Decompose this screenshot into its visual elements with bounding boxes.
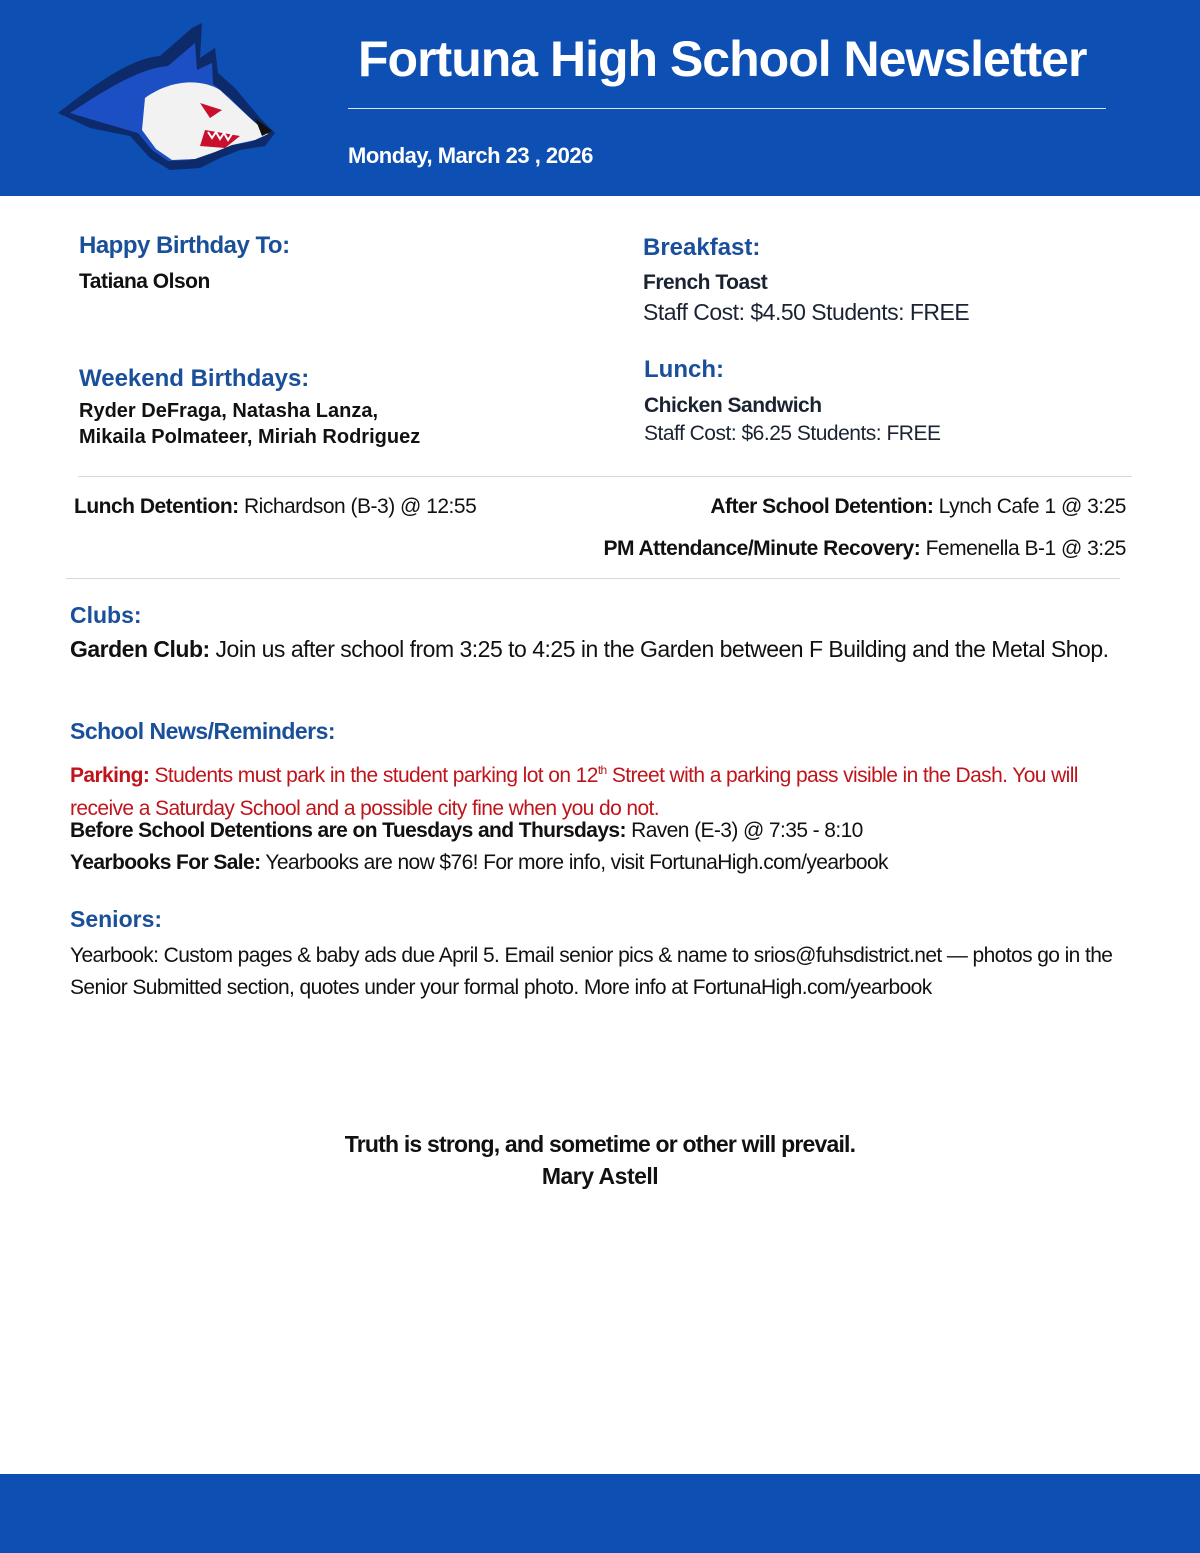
lunch-students: Students: FREE [791,422,941,445]
lunch-cost [644,422,940,446]
pm-attendance-value: Femenella B-1 @ 3:25 [920,537,1126,560]
breakfast-cost [643,299,969,326]
seniors-heading: Seniors: [70,906,163,932]
birthday-heading: Happy Birthday To: [79,232,290,259]
yearbooks-label: Yearbooks For Sale: [70,851,261,874]
parking-notice [70,754,1130,825]
seniors-text: Yearbook: Custom pages & baby ads due April 5. Email senior pics & name to srios@fuhsdistrict.net — photos go in the Senior Submitted section, quotes under your formal photo. More info at FortunaHigh.com/yearbook [70,944,1113,999]
title-divider [348,108,1106,109]
breakfast-cost-label: Staff Cost: [643,299,751,325]
parking-text-b: Street with a parking pass visible in the Dash. You will receive a Saturday School and a possible city fine when you do not. [70,764,1078,820]
section-divider [78,476,1132,477]
after-school-detention-label: After School Detention: [710,495,934,518]
before-school-value: Raven (E-3) @ 7:35 - 8:10 [625,819,863,842]
weekend-birthdays-line2: Mikaila Polmateer, Miriah Rodriguez [79,426,421,448]
garden-club-text [70,633,1110,666]
breakfast-heading: Breakfast: [643,234,761,261]
parking-text-a: Students must park in the student parking lot on 12 [149,764,598,787]
quote-author: Mary Astell [541,1163,659,1189]
lunch-detention [74,495,476,519]
newsletter-date: Monday, March 23 , 2026 [348,143,593,168]
pm-attendance [603,537,1126,561]
before-school-label: Before School Detentions are on Tuesdays and Thursdays: [70,819,626,842]
after-school-detention [710,495,1126,519]
yearbooks-for-sale [70,851,888,875]
weekend-birthdays-line1: Ryder DeFraga, Natasha Lanza, [79,400,378,422]
lunch-cost-label: Staff Cost: [644,422,742,445]
school-news-heading: School News/Reminders: [70,718,336,744]
quote-text: Truth is strong, and sometime or other will prevail. [344,1131,856,1157]
before-school-detentions [70,819,863,843]
yearbooks-value: Yearbooks are now $76! For more info, visit FortunaHigh.com/yearbook [260,851,888,874]
newsletter-footer [0,1474,1200,1553]
lunch-cost-value: $6.25 [741,422,792,445]
section-divider-2 [66,578,1120,579]
clubs-heading: Clubs: [70,602,142,628]
parking-sup: th [597,763,607,777]
garden-club-label: Garden Club: [70,636,210,662]
lunch-item: Chicken Sandwich [644,394,822,417]
lunch-detention-value: Richardson (B-3) @ 12:55 [238,495,477,518]
newsletter-header [0,0,1200,196]
lunch-heading: Lunch: [644,356,724,383]
birthday-names: Tatiana Olson [79,270,210,293]
weekend-birthdays-heading: Weekend Birthdays: [79,365,310,392]
garden-club-description: Join us after school from 3:25 to 4:25 in the Garden between F Building and the Metal Shop. [209,636,1109,662]
breakfast-cost-value: $4.50 [750,299,806,325]
wolf-mascot-icon [50,18,290,178]
breakfast-students: Students: FREE [805,299,970,325]
lunch-detention-label: Lunch Detention: [74,495,239,518]
after-school-detention-value: Lynch Cafe 1 @ 3:25 [933,495,1126,518]
breakfast-item: French Toast [643,271,768,294]
parking-label: Parking: [70,764,150,787]
newsletter-title: Fortuna High School Newsletter [358,31,1087,87]
pm-attendance-label: PM Attendance/Minute Recovery: [603,537,921,560]
